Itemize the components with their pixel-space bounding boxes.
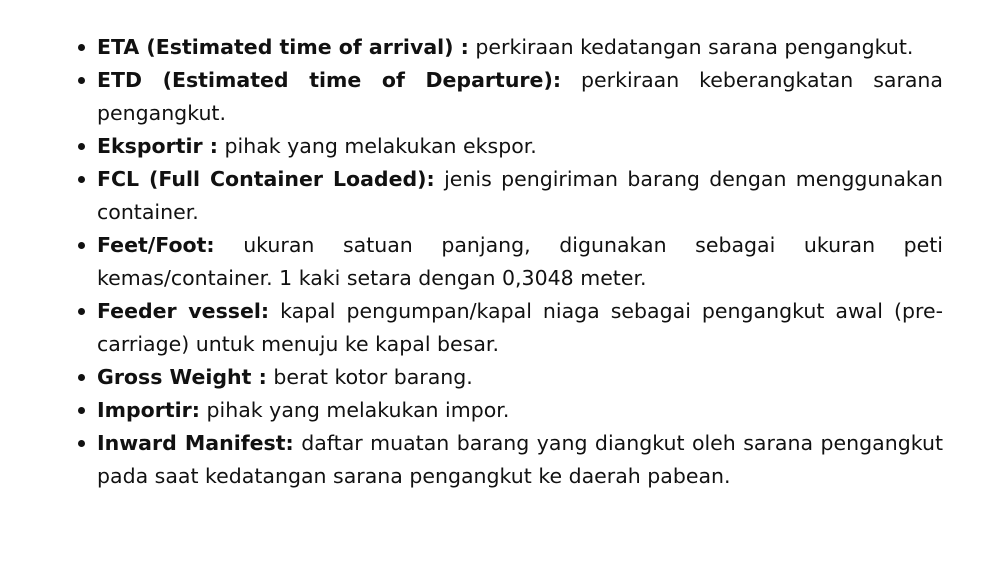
- glossary-item: [97, 427, 943, 493]
- glossary-definition: ukuran satuan panjang, digunakan sebagai ukuran peti kemas/container. 1 kaki setara dengan 0,3048 meter.: [97, 233, 943, 290]
- glossary-item: [97, 163, 943, 229]
- glossary-term: ETA (Estimated time of arrival) :: [97, 35, 469, 59]
- glossary-definition: kapal pengumpan/kapal niaga sebagai pengangkut awal (pre-carriage) untuk menuju ke kapal besar.: [97, 299, 943, 356]
- glossary-item: [97, 31, 943, 64]
- glossary-item: [97, 295, 943, 361]
- glossary-term: Eksportir :: [97, 134, 218, 158]
- glossary-definition: pihak yang melakukan impor.: [206, 398, 510, 422]
- glossary-term: Feeder vessel:: [97, 299, 270, 323]
- bullet-icon: [78, 407, 85, 414]
- bullet-icon: [78, 440, 85, 447]
- glossary-item: [97, 64, 943, 130]
- bullet-icon: [78, 308, 85, 315]
- bullet-icon: [78, 143, 85, 150]
- glossary-term: Importir:: [97, 398, 200, 422]
- glossary-item: [97, 229, 943, 295]
- glossary-definition: perkiraan keberangkatan sarana pengangkut.: [97, 68, 943, 125]
- glossary-term: ETD (Estimated time of Departure):: [97, 68, 562, 92]
- glossary-definition: daftar muatan barang yang diangkut oleh sarana pengangkut pada saat kedatangan sarana pengangkut ke daerah pabean.: [97, 431, 943, 488]
- glossary-term: Gross Weight :: [97, 365, 267, 389]
- bullet-icon: [78, 77, 85, 84]
- glossary-item: [97, 361, 943, 394]
- bullet-icon: [78, 374, 85, 381]
- glossary-item: [97, 130, 943, 163]
- bullet-icon: [78, 44, 85, 51]
- glossary-term: FCL (Full Container Loaded):: [97, 167, 435, 191]
- glossary-definition: perkiraan kedatangan sarana pengangkut.: [475, 35, 914, 59]
- glossary-definition: jenis pengiriman barang dengan menggunakan container.: [97, 167, 943, 224]
- glossary-item: [97, 394, 943, 427]
- glossary-list: [97, 31, 943, 493]
- glossary-term: Feet/Foot:: [97, 233, 215, 257]
- bullet-icon: [78, 242, 85, 249]
- bullet-icon: [78, 176, 85, 183]
- glossary-term: Inward Manifest:: [97, 431, 294, 455]
- glossary-definition: pihak yang melakukan ekspor.: [224, 134, 537, 158]
- glossary-definition: berat kotor barang.: [273, 365, 473, 389]
